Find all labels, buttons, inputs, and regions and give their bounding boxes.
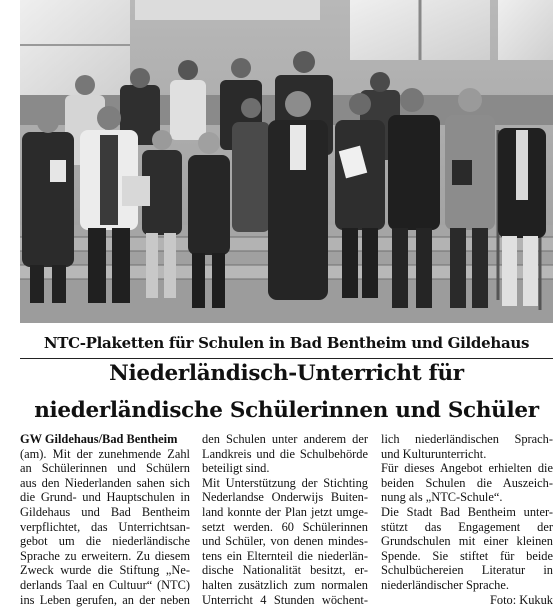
text-line: beiden Schulen die Auszeich- [381,475,553,490]
text-line: niederländischer Sprache. [381,577,509,592]
text-line: nung als „NTC-Schule“. [381,490,503,505]
group-photo [20,0,553,323]
text-line: den Schulen unter anderem der [202,432,368,446]
text-line: halten zusätzlich zum normalen [202,577,368,592]
text-line: Landkreis und die Schulbehörde [202,446,368,461]
article-column-2 [202,432,368,607]
kicker-headline: NTC-Plaketten für Schulen in Bad Bentheim und Gildehaus [43,334,530,352]
text-line: dische Nationalität besitzt, er- [202,563,368,578]
headline-divider [20,358,553,359]
text-line: aus den Niederlanden sahen sich [20,475,190,490]
text-line: Grundschulen mit einer kleinen [381,534,553,549]
text-line: an Schülerinnen und Schülern [20,461,190,476]
text-line: tens ein Elternteil die niederlän- [202,548,368,563]
text-line: die Grund- und Hauptschulen in [20,490,190,505]
text-line: verpflichtet, das Unterrichtsan- [20,519,190,534]
headline-line-1: Niederländisch-Unterricht für [109,361,464,386]
text-line: Gildehaus und Bad Bentheim [20,504,190,519]
text-line: Die Stadt Bad Bentheim unter- [381,504,553,519]
text-line: und Schüler, von denen mindes- [202,534,368,549]
text-line: (am). Mit der zunehmende Zahl [20,446,190,461]
text-line: setzt werden. 60 Schülerinnen [202,519,368,534]
article-column-3 [381,432,553,607]
text-line: Spende. Sie stiftet für beide [381,548,553,563]
text-line: land konnte der Plan jetzt umge- [202,504,368,519]
text-line: Zweck wurde die Stiftung „Ne- [20,563,190,578]
photo-credit: Foto: Kukuk [490,592,553,607]
text-line: und Kulturunterricht. [381,446,487,461]
text-line: Sprache zu erweitern. Zu diesem [20,548,190,563]
text-line: gebot um die niederländische [20,534,190,549]
text-line: Nederlandse Onderwijs Buiten- [202,490,368,505]
text-line: Unterricht 4 Stunden wöchent- [202,592,368,607]
text-line: Für dieses Angebot erhielten die [381,461,553,476]
text-line: Schulbüchereien Literatur in [381,563,553,578]
group-photo-icon [20,0,553,323]
text-line: Mit Unterstützung der Stichting [202,475,368,490]
text-line: beteiligt sind. [202,461,270,476]
text-line: stützt das Engagement der [381,519,553,534]
text-line: lich niederländischen Sprach- [381,432,553,446]
headline-line-2: niederländische Schülerinnen und Schüler [34,398,539,423]
article-column-1 [20,432,190,607]
text-line: ins Leben gerufen, an der neben [20,592,190,607]
text-line: derlands Taal en Cultuur“ (NTC) [20,577,190,592]
dateline: GW Gildehaus/Bad Bentheim [20,432,178,446]
